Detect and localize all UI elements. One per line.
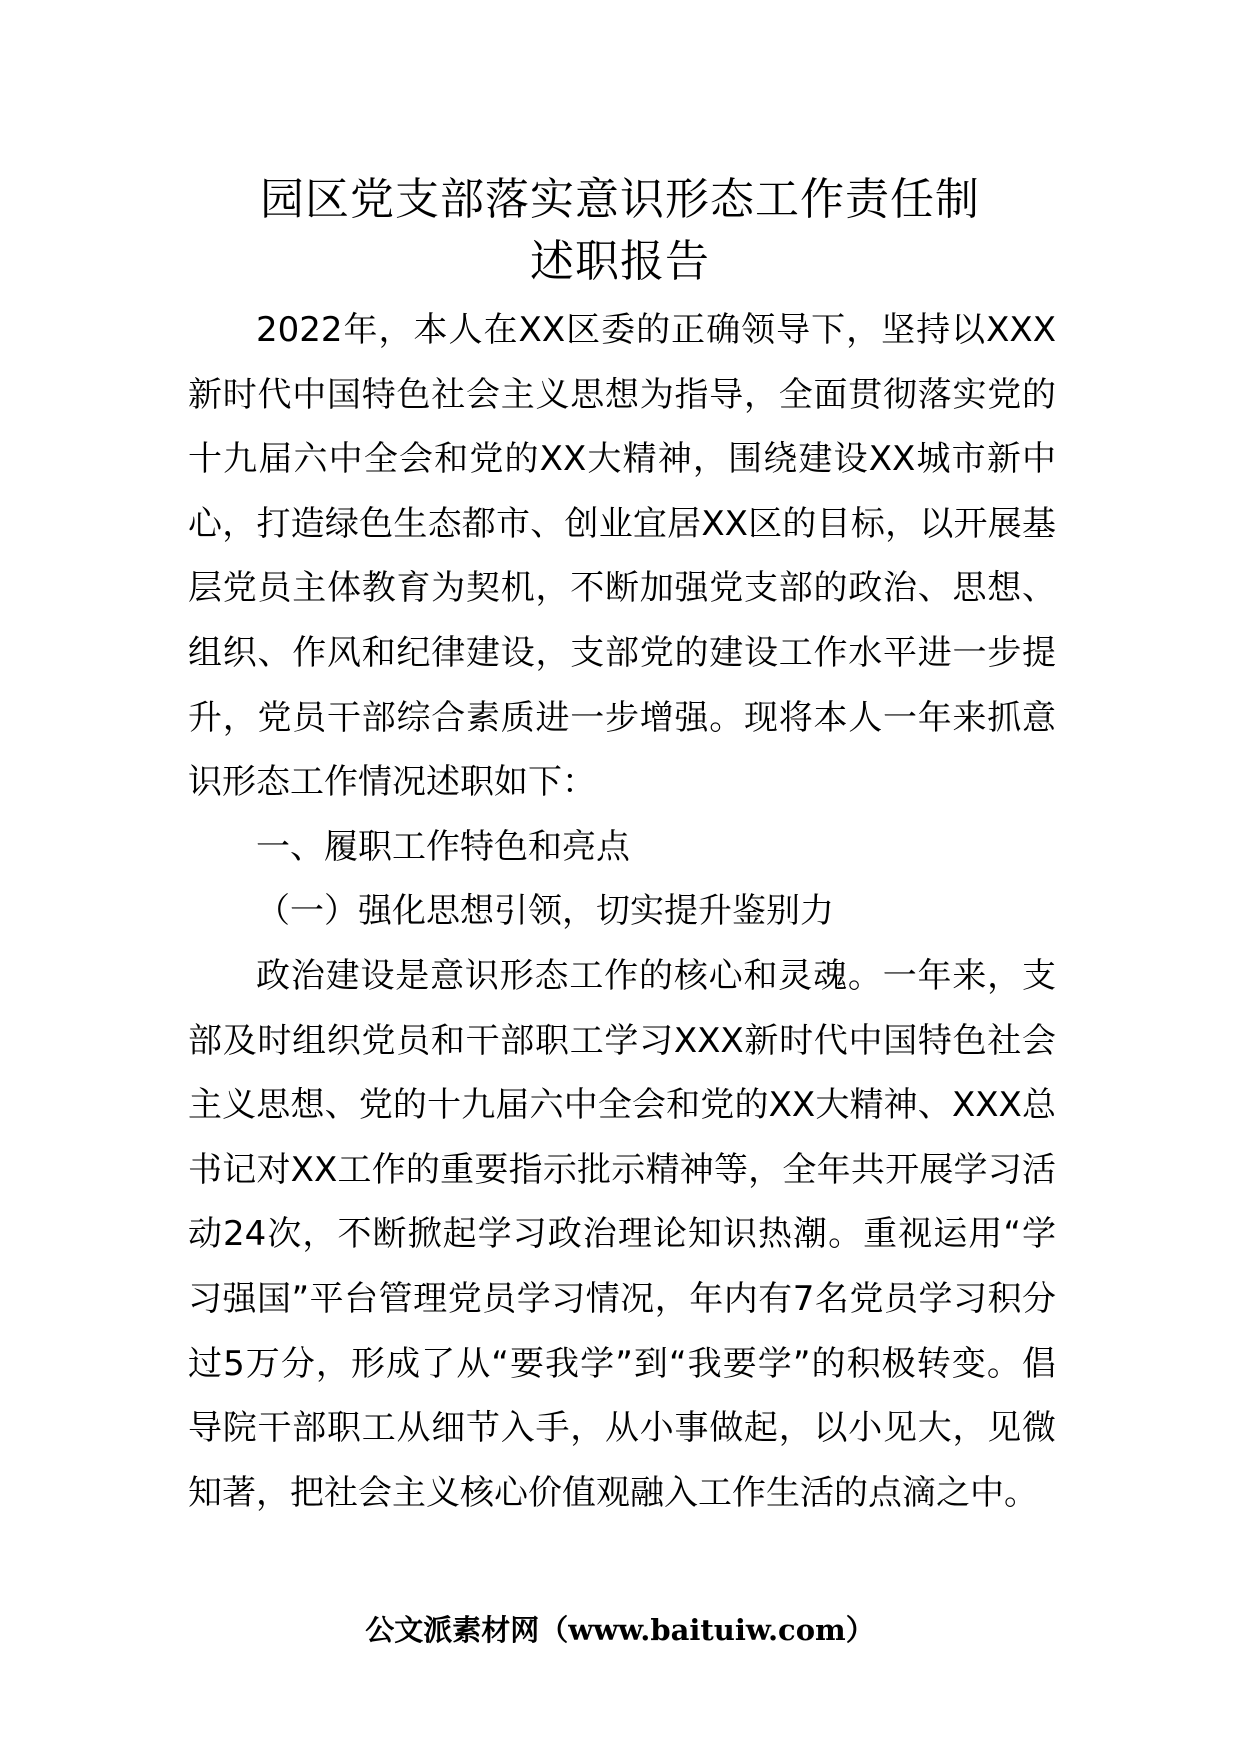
section-heading: 一、履职工作特色和亮点: [256, 826, 630, 867]
document-title-line-2: 述职报告: [530, 236, 710, 287]
body-paragraph: 政治建设是意识形态工作的核心和灵魂。一年来，支部及时组织党员和干部职工学习XXX新时代中国特色社会主义思想、党的十九届六中全会和党的XX大精神、XXX总书记对XX工作的重要指示批示精神等，全年共开展学习活动24次，不断掀起学习政治理论知识热潮。重视运用“学习强国”平台管理党员学习情况，年内有7名党员学习积分过5万分，形成了从“要我学”到“我要学”的积极转变。倡导院干部职工从细节入手，从小事做起，以小见大，见微知著，把社会主义核心价值观融入工作生活的点滴之中。: [188, 955, 1056, 1513]
document-body: [188, 298, 1056, 1525]
document-title-line-1: 园区党支部落实意识形态工作责任制: [260, 174, 980, 225]
subsection-heading: （一）强化思想引领，切实提升鉴别力: [256, 891, 834, 932]
footer-watermark: 公文派素材网（www.baituiw.com）: [365, 1613, 875, 1647]
intro-paragraph: 2022年，本人在XX区委的正确领导下，坚持以XXX新时代中国特色社会主义思想为指导，全面贯彻落实党的十九届六中全会和党的XX大精神，围绕建设XX城市新中心，打造绿色生态都市、创业宜居XX区的目标，以开展基层党员主体教育为契机，不断加强党支部的政治、思想、组织、作风和纪律建设，支部党的建设工作水平进一步提升，党员干部综合素质进一步增强。现将本人一年来抓意识形态工作情况述职如下：: [188, 310, 1056, 803]
